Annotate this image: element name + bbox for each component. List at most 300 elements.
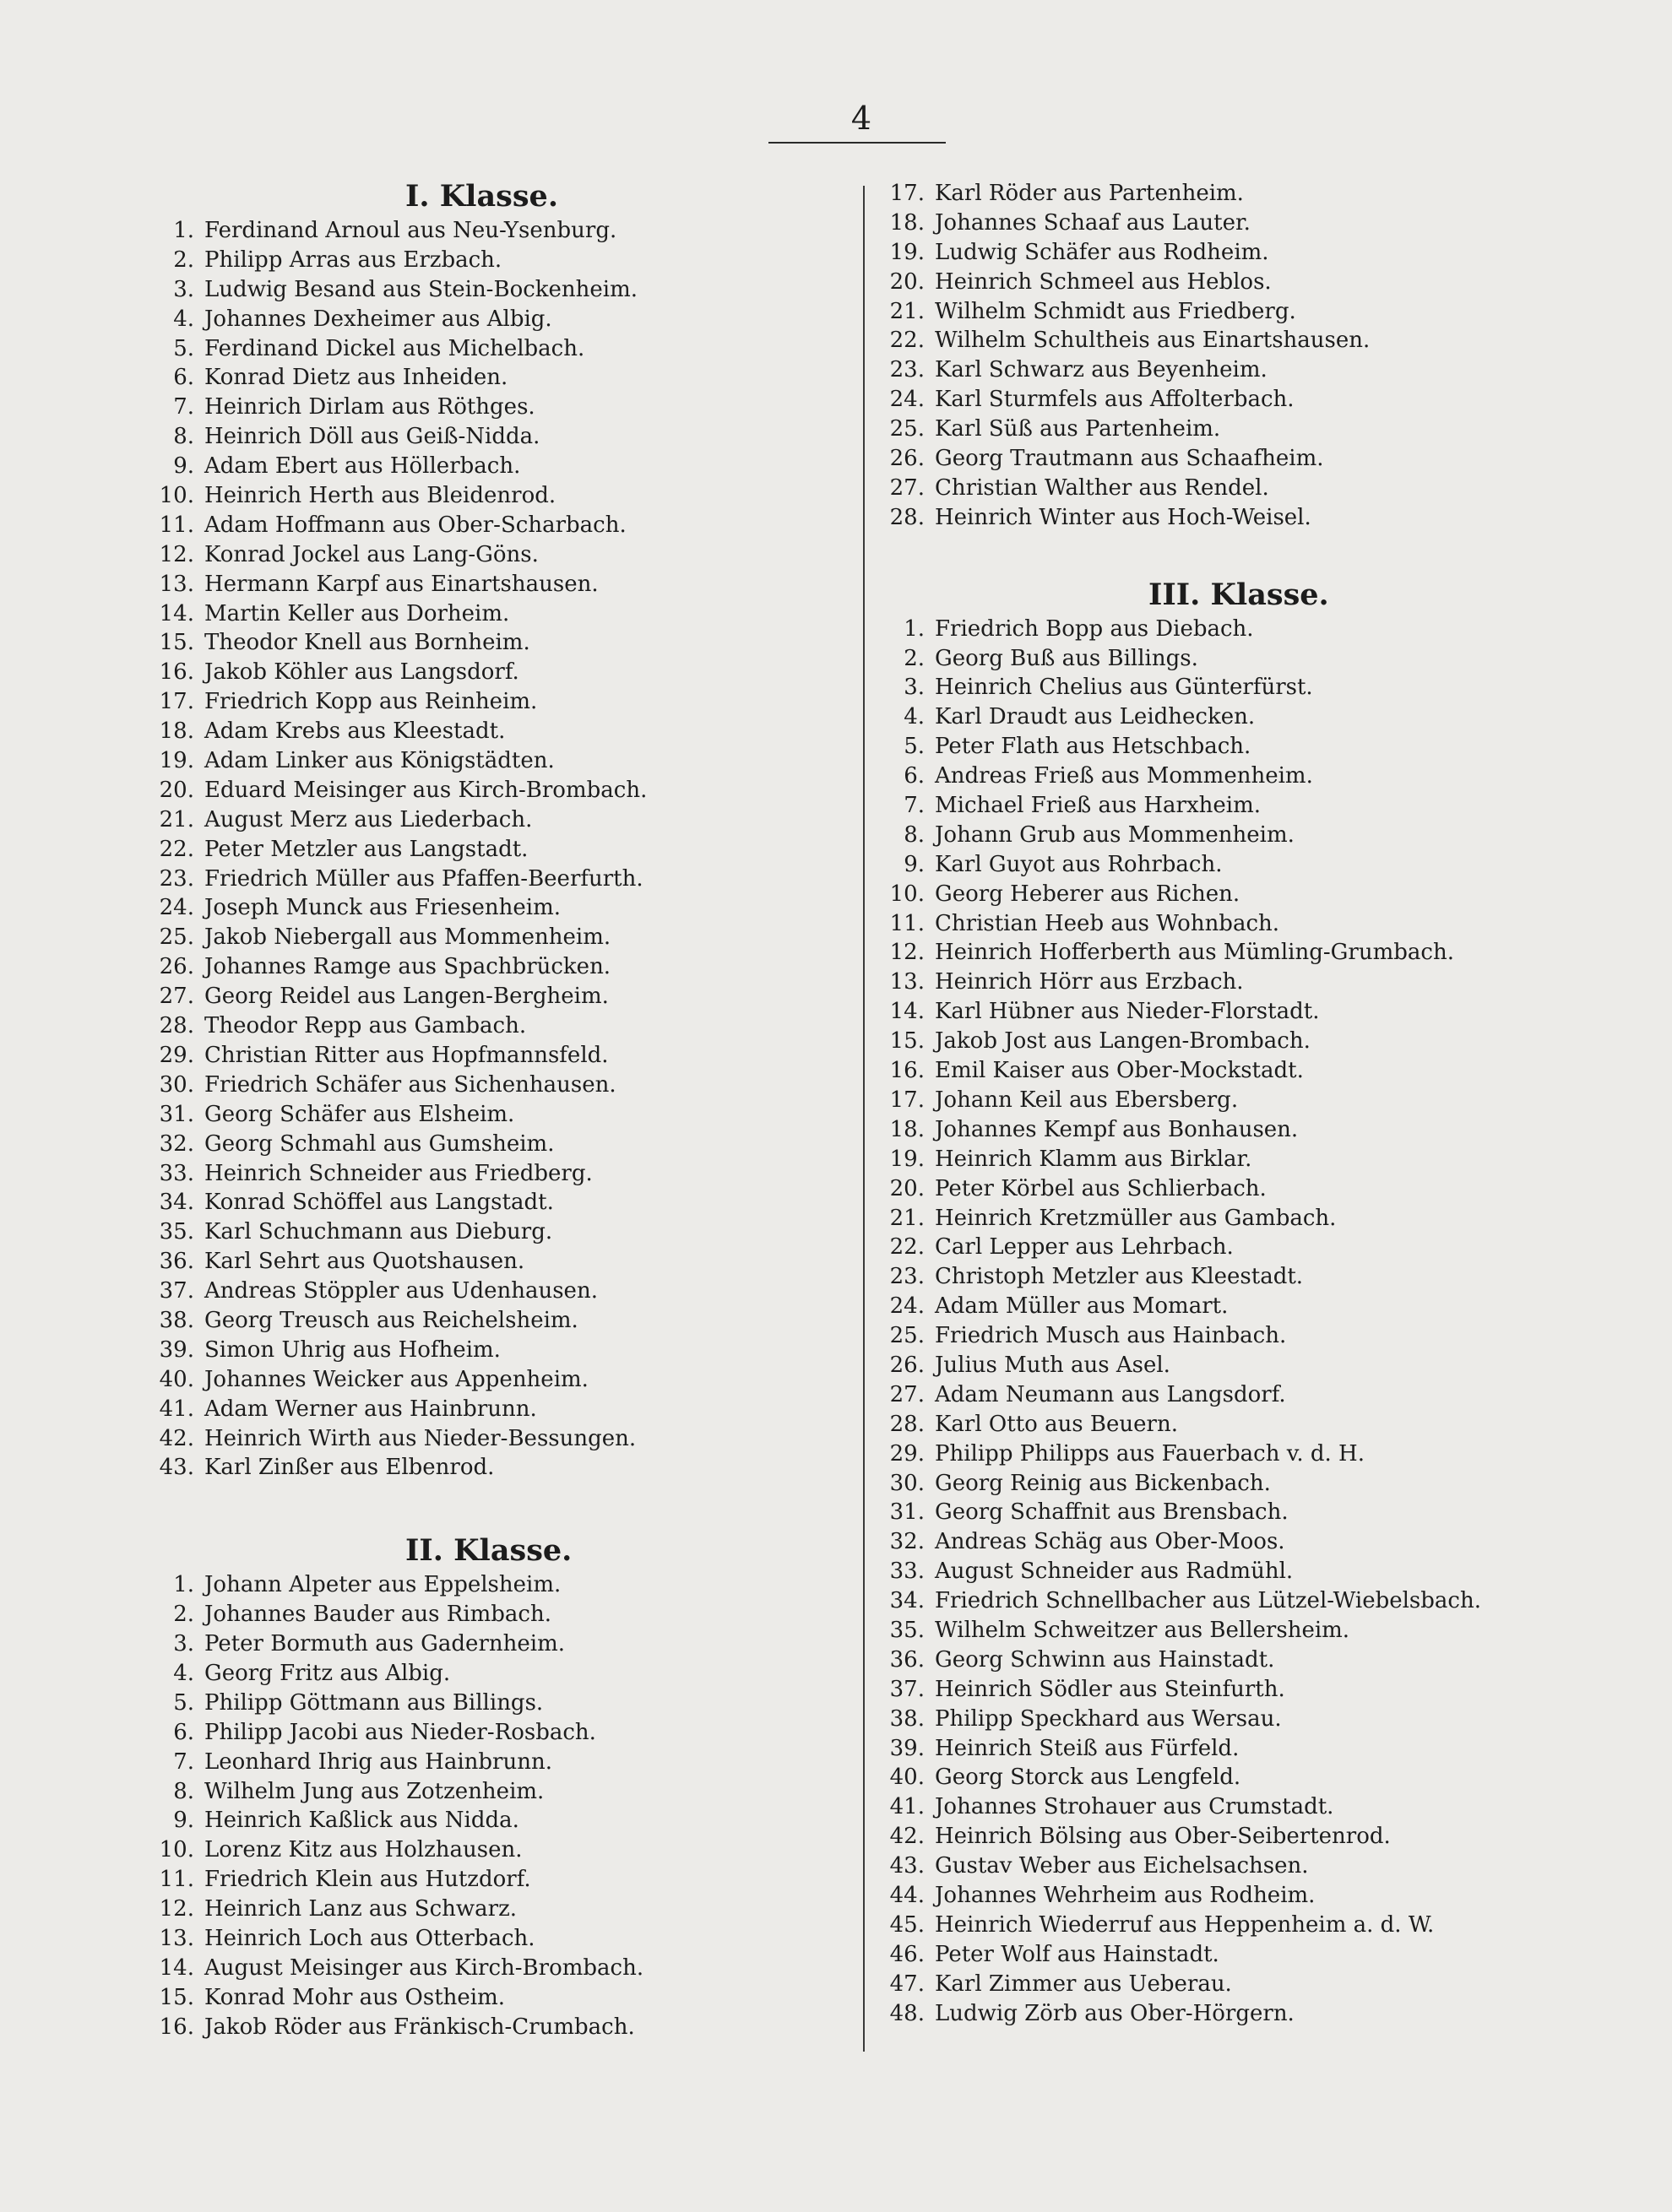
list-item <box>878 1262 1638 1292</box>
entry-text: Ludwig Besand aus Stein-Bockenheim. <box>204 276 638 302</box>
entry-text: Wilhelm Schweitzer aus Bellersheim. <box>935 1617 1350 1643</box>
list-item <box>878 1763 1638 1792</box>
entry-number: 32. <box>889 1529 925 1555</box>
entry-number: 2. <box>173 1602 194 1628</box>
list-item <box>148 1159 853 1189</box>
entry-text: Heinrich Kaßlick aus Nidda. <box>204 1808 519 1834</box>
entry-number: 43. <box>889 1853 925 1879</box>
list-item <box>878 1292 1638 1321</box>
entry-number: 27. <box>889 1381 925 1407</box>
entry-number: 19. <box>159 748 194 774</box>
list-item <box>148 746 853 776</box>
list-item <box>878 1321 1638 1351</box>
klasse-2-list-part-2 <box>878 179 1638 533</box>
entry-number: 36. <box>889 1646 925 1673</box>
list-item <box>148 717 853 746</box>
entry-text: Georg Treusch aus Reichelsheim. <box>204 1307 578 1333</box>
entry-number: 40. <box>159 1366 194 1392</box>
list-item <box>878 1586 1638 1616</box>
entry-text: Karl Sehrt aus Quotshausen. <box>204 1249 525 1275</box>
entry-number: 32. <box>159 1130 194 1157</box>
entry-number: 8. <box>904 821 925 848</box>
entry-text: Jakob Köhler aus Langsdorf. <box>204 659 519 686</box>
entry-text: Leonhard Ihrig aus Hainbrunn. <box>204 1748 552 1775</box>
list-item <box>148 570 853 599</box>
entry-number: 31. <box>889 1499 925 1526</box>
entry-number: 5. <box>904 734 925 760</box>
entry-number: 17. <box>889 181 925 206</box>
list-item <box>148 1777 853 1807</box>
entry-text: Karl Süß aus Partenheim. <box>935 416 1221 442</box>
entry-text: Friedrich Kopp aus Reinheim. <box>204 689 538 715</box>
list-item <box>878 415 1638 444</box>
list-item <box>148 1659 853 1689</box>
entry-text: Andreas Frieß aus Mommenheim. <box>935 763 1313 789</box>
entry-text: Heinrich Hofferberth aus Mümling-Grumbach. <box>935 940 1454 966</box>
list-item <box>148 216 853 246</box>
entry-number: 42. <box>889 1824 925 1850</box>
list-item <box>878 791 1638 821</box>
list-item <box>878 238 1638 268</box>
entry-text: Georg Fritz aus Albig. <box>204 1660 451 1686</box>
entry-text: Joseph Munck aus Friesenheim. <box>204 895 562 921</box>
entry-text: Georg Reidel aus Langen-Bergheim. <box>204 984 609 1010</box>
entry-number: 9. <box>173 1808 194 1834</box>
list-item <box>878 1469 1638 1499</box>
entry-text: Wilhelm Schmidt aus Friedberg. <box>935 298 1296 324</box>
list-item <box>148 2013 853 2042</box>
list-item <box>878 1822 1638 1851</box>
list-item <box>148 599 853 629</box>
list-item <box>148 1629 853 1659</box>
list-item <box>878 938 1638 968</box>
list-item <box>148 1100 853 1130</box>
entry-text: Heinrich Herth aus Bleidenrod. <box>204 483 556 509</box>
entry-number: 26. <box>889 1352 925 1378</box>
entry-text: Adam Linker aus Königstädten. <box>204 748 555 774</box>
entry-text: Heinrich Schneider aus Friedberg. <box>204 1160 593 1186</box>
entry-text: Georg Trautmann aus Schaafheim. <box>935 446 1324 472</box>
list-item <box>878 1705 1638 1734</box>
entry-number: 13. <box>889 969 925 995</box>
list-item <box>878 880 1638 909</box>
entry-text: Friedrich Musch aus Hainbach. <box>935 1323 1287 1349</box>
entry-number: 21. <box>889 298 925 324</box>
list-item <box>148 1306 853 1336</box>
entry-text: Philipp Jacobi aus Nieder-Rosbach. <box>204 1719 596 1745</box>
entry-number: 19. <box>889 239 925 265</box>
entry-text: Georg Schmahl aus Gumsheim. <box>204 1130 555 1157</box>
entry-text: Konrad Schöffel aus Langstadt. <box>204 1190 554 1216</box>
entry-number: 35. <box>159 1219 194 1245</box>
list-item <box>148 982 853 1011</box>
entry-number: 27. <box>159 984 194 1010</box>
list-item <box>148 805 853 835</box>
entry-number: 14. <box>889 999 925 1025</box>
entry-text: Adam Hoffmann aus Ober-Scharbach. <box>204 512 627 538</box>
entry-number: 28. <box>159 1013 194 1039</box>
entry-number: 35. <box>889 1617 925 1643</box>
list-item <box>148 1130 853 1159</box>
entry-text: Georg Schaffnit aus Brensbach. <box>935 1499 1289 1526</box>
list-item <box>878 1204 1638 1233</box>
list-item <box>878 1498 1638 1527</box>
entry-text: Adam Müller aus Momart. <box>935 1293 1229 1320</box>
list-item <box>148 305 853 334</box>
entry-number: 7. <box>904 793 925 819</box>
list-item <box>878 1911 1638 1940</box>
section-gap <box>878 533 1638 576</box>
entry-number: 17. <box>889 1087 925 1113</box>
entry-text: Hermann Karpf aus Einartshausen. <box>204 571 599 597</box>
entry-text: Christian Heeb aus Wohnbach. <box>935 910 1280 936</box>
list-item <box>148 422 853 452</box>
list-item <box>878 1970 1638 1999</box>
entry-number: 44. <box>889 1882 925 1908</box>
entry-text: Friedrich Schnellbacher aus Lützel-Wiebelsbach. <box>935 1588 1481 1614</box>
list-item <box>878 968 1638 997</box>
entry-number: 27. <box>889 474 925 501</box>
entry-number: 5. <box>173 335 194 361</box>
list-item <box>148 835 853 865</box>
left-column <box>148 177 853 2042</box>
list-item <box>878 385 1638 415</box>
list-item <box>148 1748 853 1777</box>
list-item <box>878 444 1638 474</box>
klasse-3-heading: III. Klasse. <box>1148 577 1329 612</box>
list-item <box>148 481 853 511</box>
list-item <box>148 1041 853 1071</box>
list-item <box>148 511 853 540</box>
entry-text: Jakob Röder aus Fränkisch-Crumbach. <box>204 2014 635 2040</box>
list-item <box>148 1600 853 1629</box>
entry-text: Martin Keller aus Dorheim. <box>204 600 510 626</box>
entry-number: 23. <box>159 865 194 892</box>
entry-number: 6. <box>173 1719 194 1745</box>
entry-text: Ludwig Zörb aus Ober-Hörgern. <box>935 2000 1295 2026</box>
list-item <box>878 297 1638 327</box>
entry-number: 23. <box>889 1264 925 1290</box>
list-item <box>878 179 1638 209</box>
entry-number: 10. <box>159 483 194 509</box>
list-item <box>878 1056 1638 1086</box>
entry-number: 33. <box>159 1160 194 1186</box>
header-rule <box>768 142 946 144</box>
list-item <box>148 1718 853 1748</box>
list-item <box>878 1851 1638 1881</box>
list-item <box>148 1365 853 1395</box>
list-item <box>148 1983 853 2013</box>
list-item <box>148 1865 853 1895</box>
entry-number: 37. <box>159 1278 194 1304</box>
list-item <box>878 850 1638 880</box>
entry-number: 11. <box>159 512 194 538</box>
entry-text: Heinrich Winter aus Hoch-Weisel. <box>935 504 1311 530</box>
entry-text: Heinrich Kretzmüller aus Gambach. <box>935 1205 1337 1231</box>
entry-number: 11. <box>889 910 925 936</box>
entry-number: 38. <box>159 1307 194 1333</box>
entry-text: Karl Schwarz aus Beyenheim. <box>935 357 1268 383</box>
entry-number: 34. <box>889 1588 925 1614</box>
entry-number: 24. <box>159 895 194 921</box>
entry-number: 29. <box>159 1042 194 1068</box>
entry-text: Jakob Jost aus Langen-Brombach. <box>935 1028 1311 1054</box>
entry-text: Christian Ritter aus Hopfmannsfeld. <box>204 1042 609 1068</box>
entry-number: 22. <box>159 836 194 862</box>
entry-number: 14. <box>159 1954 194 1981</box>
list-item <box>878 1233 1638 1262</box>
list-item <box>878 1115 1638 1145</box>
entry-number: 15. <box>159 630 194 656</box>
entry-number: 22. <box>889 328 925 354</box>
entry-number: 11. <box>159 1867 194 1893</box>
entry-number: 5. <box>173 1689 194 1716</box>
list-item <box>878 1086 1638 1115</box>
entry-number: 24. <box>889 1293 925 1320</box>
entry-text: Friedrich Müller aus Pfaffen-Beerfurth. <box>204 865 643 892</box>
list-item <box>148 540 853 570</box>
entry-text: Peter Bormuth aus Gadernheim. <box>204 1631 565 1657</box>
list-item <box>148 1217 853 1247</box>
list-item <box>878 732 1638 762</box>
entry-number: 25. <box>889 1323 925 1349</box>
entry-text: Konrad Mohr aus Ostheim. <box>204 1984 506 2010</box>
list-item <box>878 1940 1638 1970</box>
klasse-2-list-part-1 <box>148 1570 853 2041</box>
entry-text: Ferdinand Arnoul aus Neu-Ysenburg. <box>204 218 617 243</box>
entry-text: Johannes Strohauer aus Crumstadt. <box>935 1794 1334 1820</box>
entry-text: Peter Körbel aus Schlierbach. <box>935 1175 1267 1201</box>
entry-text: Karl Schuchmann aus Dieburg. <box>204 1219 553 1245</box>
entry-text: Georg Heberer aus Richen. <box>935 881 1240 907</box>
entry-number: 15. <box>159 1984 194 2010</box>
entry-text: Michael Frieß aus Harxheim. <box>935 793 1262 819</box>
entry-text: Johannes Wehrheim aus Rodheim. <box>935 1882 1316 1908</box>
entry-text: Heinrich Bölsing aus Ober-Seibertenrod. <box>935 1824 1391 1850</box>
entry-number: 39. <box>159 1336 194 1363</box>
list-item <box>148 363 853 393</box>
page-number: 4 <box>850 100 872 137</box>
list-item <box>878 1616 1638 1645</box>
entry-number: 40. <box>889 1765 925 1791</box>
entry-number: 37. <box>889 1676 925 1702</box>
entry-number: 21. <box>889 1205 925 1231</box>
entry-number: 13. <box>159 571 194 597</box>
entry-number: 29. <box>889 1440 925 1467</box>
list-item <box>878 209 1638 238</box>
entry-text: Peter Metzler aus Langstadt. <box>204 836 529 862</box>
column-divider <box>863 186 865 2052</box>
entry-number: 10. <box>159 1837 194 1863</box>
entry-number: 33. <box>889 1559 925 1585</box>
entry-number: 9. <box>173 453 194 480</box>
list-item <box>878 268 1638 297</box>
list-item <box>148 1570 853 1600</box>
list-item <box>148 393 853 422</box>
entry-number: 22. <box>889 1234 925 1261</box>
entry-text: Georg Schäfer aus Elsheim. <box>204 1101 515 1127</box>
list-item <box>148 658 853 687</box>
list-item <box>148 893 853 923</box>
entry-number: 18. <box>159 718 194 745</box>
list-item <box>878 1527 1638 1557</box>
entry-number: 36. <box>159 1249 194 1275</box>
list-item <box>148 776 853 805</box>
entry-text: Johannes Kempf aus Bonhausen. <box>935 1116 1299 1142</box>
entry-number: 3. <box>904 675 925 701</box>
klasse-1-list <box>148 216 853 1483</box>
list-item <box>878 1675 1638 1705</box>
entry-number: 41. <box>159 1396 194 1422</box>
entry-text: Konrad Dietz aus Inheiden. <box>204 365 508 391</box>
entry-number: 4. <box>173 1660 194 1686</box>
entry-text: Ludwig Schäfer aus Rodheim. <box>935 239 1269 265</box>
list-item <box>148 1453 853 1483</box>
entry-text: Theodor Repp aus Gambach. <box>204 1013 527 1039</box>
entry-number: 6. <box>173 365 194 391</box>
list-item <box>878 673 1638 702</box>
entry-number: 3. <box>173 1631 194 1657</box>
list-item <box>878 909 1638 939</box>
entry-text: Friedrich Bopp aus Diebach. <box>935 615 1254 642</box>
list-item <box>148 1924 853 1954</box>
entry-number: 7. <box>173 394 194 420</box>
entry-number: 28. <box>889 504 925 530</box>
entry-number: 19. <box>889 1146 925 1172</box>
entry-text: Wilhelm Jung aus Zotzenheim. <box>204 1778 545 1804</box>
entry-number: 13. <box>159 1925 194 1951</box>
entry-text: Heinrich Schmeel aus Heblos. <box>935 268 1272 295</box>
entry-text: Johannes Ramge aus Spachbrücken. <box>204 954 611 980</box>
entry-number: 10. <box>889 881 925 907</box>
list-item <box>148 1689 853 1718</box>
entry-number: 39. <box>889 1735 925 1761</box>
list-item <box>878 615 1638 644</box>
list-item <box>878 1999 1638 2029</box>
list-item <box>878 1881 1638 1911</box>
entry-text: Adam Krebs aus Kleestadt. <box>204 718 506 745</box>
entry-number: 1. <box>904 615 925 642</box>
entry-text: Philipp Arras aus Erzbach. <box>204 247 502 273</box>
list-item <box>878 1351 1638 1380</box>
list-item <box>878 821 1638 850</box>
entry-text: Johannes Dexheimer aus Albig. <box>204 306 552 332</box>
list-item <box>148 1188 853 1217</box>
entry-number: 3. <box>173 276 194 302</box>
list-item <box>878 474 1638 503</box>
klasse-1-heading: I. Klasse. <box>405 179 558 214</box>
list-item <box>148 275 853 305</box>
entry-number: 24. <box>889 387 925 413</box>
klasse-3-list <box>878 615 1638 2029</box>
entry-number: 30. <box>159 1071 194 1098</box>
entry-number: 8. <box>173 424 194 450</box>
entry-text: Heinrich Hörr aus Erzbach. <box>935 969 1244 995</box>
entry-text: Adam Werner aus Hainbrunn. <box>204 1396 537 1422</box>
entry-text: Carl Lepper aus Lehrbach. <box>935 1234 1234 1261</box>
entry-text: Jakob Niebergall aus Mommenheim. <box>204 924 611 951</box>
entry-text: Heinrich Chelius aus Günterfürst. <box>935 675 1313 701</box>
entry-text: Karl Zimmer aus Ueberau. <box>935 1971 1232 1997</box>
list-item <box>878 326 1638 355</box>
section-gap <box>148 1483 853 1532</box>
entry-text: Adam Ebert aus Höllerbach. <box>204 453 521 480</box>
list-item <box>148 1395 853 1424</box>
entry-text: Julius Muth aus Asel. <box>935 1352 1170 1378</box>
list-item <box>878 1557 1638 1586</box>
entry-number: 1. <box>173 1572 194 1598</box>
entry-number: 2. <box>173 247 194 273</box>
entry-number: 12. <box>159 541 194 567</box>
entry-number: 30. <box>889 1470 925 1496</box>
entry-text: August Merz aus Liederbach. <box>204 806 533 832</box>
entry-number: 1. <box>173 218 194 243</box>
entry-text: August Schneider aus Radmühl. <box>935 1559 1294 1585</box>
entry-number: 45. <box>889 1911 925 1938</box>
entry-text: Karl Röder aus Partenheim. <box>935 181 1244 206</box>
entry-text: Heinrich Döll aus Geiß-Nidda. <box>204 424 540 450</box>
right-column <box>878 179 1638 2028</box>
entry-text: Christoph Metzler aus Kleestadt. <box>935 1264 1304 1290</box>
entry-number: 12. <box>159 1896 194 1922</box>
entry-text: Ferdinand Dickel aus Michelbach. <box>204 335 585 361</box>
klasse-2-heading: II. Klasse. <box>405 1533 573 1569</box>
list-item <box>148 1071 853 1100</box>
entry-text: Heinrich Wirth aus Nieder-Bessungen. <box>204 1425 637 1451</box>
entry-number: 26. <box>159 954 194 980</box>
entry-text: Gustav Weber aus Eichelsachsen. <box>935 1853 1309 1879</box>
entry-number: 9. <box>904 851 925 877</box>
entry-text: Johann Grub aus Mommenheim. <box>935 821 1295 848</box>
entry-text: Karl Guyot aus Rohrbach. <box>935 851 1223 877</box>
list-item <box>878 503 1638 533</box>
entry-text: Konrad Jockel aus Lang-Göns. <box>204 541 539 567</box>
entry-number: 34. <box>159 1190 194 1216</box>
entry-text: Philipp Philipps aus Fauerbach v. d. H. <box>935 1440 1365 1467</box>
list-item <box>148 865 853 894</box>
entry-text: Philipp Göttmann aus Billings. <box>204 1689 544 1716</box>
list-item <box>148 246 853 275</box>
list-item <box>148 628 853 658</box>
entry-text: Johann Alpeter aus Eppelsheim. <box>204 1572 562 1598</box>
list-item <box>148 1954 853 1983</box>
list-item <box>878 997 1638 1027</box>
entry-text: Eduard Meisinger aus Kirch-Brombach. <box>204 777 648 803</box>
entry-text: Heinrich Klamm aus Birklar. <box>935 1146 1252 1172</box>
entry-number: 25. <box>889 416 925 442</box>
list-item <box>148 1806 853 1835</box>
entry-text: Peter Wolf aus Hainstadt. <box>935 1941 1219 1967</box>
entry-text: Johannes Weicker aus Appenheim. <box>204 1366 589 1392</box>
entry-text: Emil Kaiser aus Ober-Mockstadt. <box>935 1058 1304 1084</box>
list-item <box>878 644 1638 674</box>
list-item <box>148 952 853 982</box>
list-item <box>148 923 853 952</box>
entry-number: 18. <box>889 1116 925 1142</box>
entry-text: Lorenz Kitz aus Holzhausen. <box>204 1837 523 1863</box>
list-item <box>878 1792 1638 1822</box>
entry-number: 4. <box>904 704 925 730</box>
entry-text: Heinrich Dirlam aus Röthges. <box>204 394 535 420</box>
entry-text: Georg Storck aus Lengfeld. <box>935 1765 1241 1791</box>
entry-number: 14. <box>159 600 194 626</box>
list-item <box>148 687 853 717</box>
entry-number: 16. <box>159 2014 194 2040</box>
entry-number: 20. <box>889 1175 925 1201</box>
list-item <box>878 702 1638 732</box>
list-item <box>148 452 853 481</box>
list-item <box>148 1011 853 1041</box>
